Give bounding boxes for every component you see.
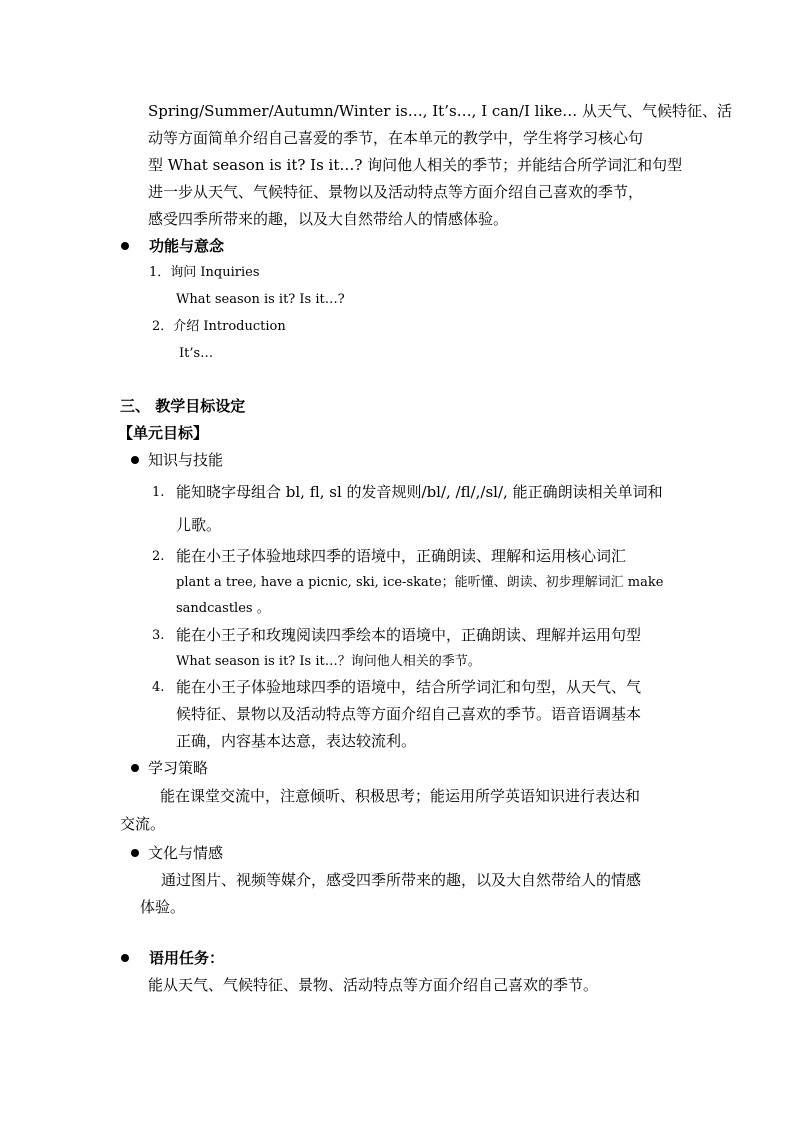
strategy-heading: 学习策略 — [148, 759, 209, 777]
culture-line-2: 体验。 — [140, 898, 186, 916]
knowledge-item-4-line-1: 能在小王子体验地球四季的语境中，结合所学词汇和句型，从天气、气 — [176, 678, 642, 696]
intro-line-1: Spring/Summer/Autumn/Winter is…, It’s…, I can/I like… 从天气、气候特征、活 — [148, 102, 732, 120]
knowledge-item-1-num: 1. — [152, 485, 165, 500]
task-line-1: 能从天气、气候特征、景物、活动特点等方面介绍自己喜欢的季节。 — [148, 976, 599, 994]
knowledge-heading: 知识与技能 — [148, 451, 224, 469]
knowledge-item-2-line-1: 能在小王子体验地球四季的语境中，正确朗读、理解和运用核心词汇 — [176, 547, 627, 565]
functions-item-1-example: What season is it? Is it…? — [176, 292, 345, 307]
intro-line-2: 动等方面简单介绍自己喜爱的季节，在本单元的教学中，学生将学习核心句 — [148, 129, 644, 147]
knowledge-item-4-num: 4. — [152, 680, 165, 695]
knowledge-item-2-line-3: sandcastles 。 — [176, 601, 270, 616]
knowledge-item-3-num: 3. — [152, 628, 165, 643]
culture-heading: 文化与情感 — [148, 844, 224, 862]
knowledge-item-4-line-2: 候特征、景物以及活动特点等方面介绍自己喜欢的季节。语音语调基本 — [176, 705, 642, 723]
knowledge-item-2-num: 2. — [152, 549, 165, 564]
bullet-strategy — [131, 764, 139, 772]
intro-line-3: 型 What season is it? Is it…? 询问他人相关的季节；并能结合所学词汇和句型 — [148, 156, 683, 174]
bullet-task — [121, 954, 129, 962]
functions-item-2: 2．介绍 Introduction — [152, 319, 286, 334]
bullet-knowledge — [131, 456, 139, 464]
knowledge-item-2-line-2: plant a tree, have a picnic, ski, ice-skate；能听懂、朗读、初步理解词汇 make — [176, 575, 664, 590]
bullet-functions — [121, 242, 129, 250]
knowledge-item-1-line-1: 能知晓字母组合 bl, fl, sl 的发音规则/bl/, /fl/,/sl/, 能正确朗读相关单词和 — [176, 483, 663, 501]
task-heading: 语用任务： — [149, 949, 225, 967]
functions-item-1: 1．询问 Inquiries — [149, 265, 260, 280]
strategy-line-2: 交流。 — [120, 815, 166, 833]
knowledge-item-3-line-2: What season is it? Is it…？询问他人相关的季节。 — [176, 654, 481, 669]
knowledge-item-4-line-3: 正确，内容基本达意，表达较流利。 — [176, 732, 417, 750]
intro-line-5: 感受四季所带来的趣，以及大自然带给人的情感体验。 — [148, 210, 509, 228]
bullet-culture — [131, 849, 139, 857]
functions-item-2-example: It’s… — [179, 346, 214, 361]
intro-line-4: 进一步从天气、气候特征、景物以及活动特点等方面介绍自己喜欢的季节， — [148, 183, 644, 201]
section-3-heading: 三、 教学目标设定 — [120, 397, 246, 415]
strategy-line-1: 能在课堂交流中，注意倾听、积极思考；能运用所学英语知识进行表达和 — [160, 787, 641, 805]
unit-goals-heading: 【单元目标】 — [118, 424, 209, 442]
knowledge-item-3-line-1: 能在小王子和玫瑰阅读四季绘本的语境中，正确朗读、理解并运用句型 — [176, 626, 642, 644]
culture-line-1: 通过图片、视频等媒介，感受四季所带来的趣，以及大自然带给人的情感 — [161, 871, 642, 889]
knowledge-item-1-line-2: 儿歌。 — [176, 516, 222, 534]
functions-heading: 功能与意念 — [149, 237, 225, 255]
